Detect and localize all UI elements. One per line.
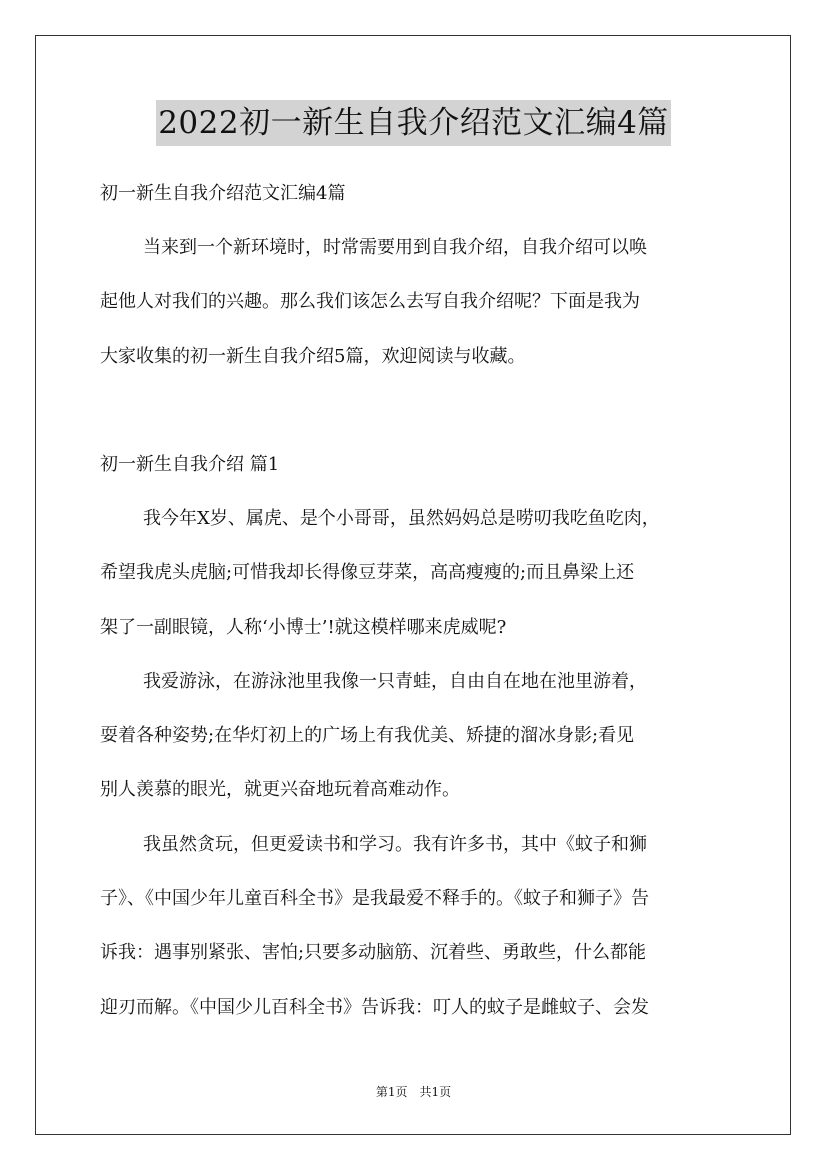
paragraph-line: 当来到一个新环境时，时常需要用到自我介绍，自我介绍可以唤 <box>143 237 647 258</box>
paragraph-line: 迎刃而解。《中国少儿百科全书》告诉我：叮人的蚊子是雌蚊子、会发 <box>100 997 649 1018</box>
paragraph-line: 希望我虎头虎脑;可惜我却长得像豆芽菜，高高瘦瘦的;而且鼻梁上还 <box>100 562 635 583</box>
paragraph-line: 别人羡慕的眼光，就更兴奋地玩着高难动作。 <box>100 779 460 800</box>
document-title-text: 2022初一新生自我介绍范文汇编4篇 <box>156 100 671 146</box>
paragraph-line: 我爱游泳，在游泳池里我像一只青蛙，自由自在地在池里游着， <box>143 671 647 692</box>
paragraph-line: 子》、《中国少年儿童百科全书》是我最爱不释手的。《蚊子和狮子》告 <box>100 888 649 909</box>
paragraph-line: 架了一副眼镜，人称‘小博士’!就这模样哪来虎威呢? <box>100 617 507 638</box>
paragraph-line: 大家收集的初一新生自我介绍5篇，欢迎阅读与收藏。 <box>100 346 526 367</box>
paragraph-line: 我今年X岁、属虎、是个小哥哥，虽然妈妈总是唠叨我吃鱼吃肉， <box>143 508 660 529</box>
page-footer: 第1页 共1页 <box>375 1085 452 1099</box>
paragraph-line: 起他人对我们的兴趣。那么我们该怎么去写自我介绍呢？下面是我为 <box>100 291 640 312</box>
paragraph-line: 诉我：遇事别紧张、害怕;只要多动脑筋、沉着些、勇敢些，什么都能 <box>100 942 647 963</box>
intro-heading: 初一新生自我介绍范文汇编4篇 <box>100 183 346 204</box>
section-heading: 初一新生自我介绍 篇1 <box>100 454 280 475</box>
document-title <box>0 100 827 146</box>
paragraph-line: 我虽然贪玩，但更爱读书和学习。我有许多书，其中《蚊子和狮 <box>143 834 647 855</box>
paragraph-line: 耍着各种姿势;在华灯初上的广场上有我优美、矫捷的溜冰身影;看见 <box>100 725 635 746</box>
